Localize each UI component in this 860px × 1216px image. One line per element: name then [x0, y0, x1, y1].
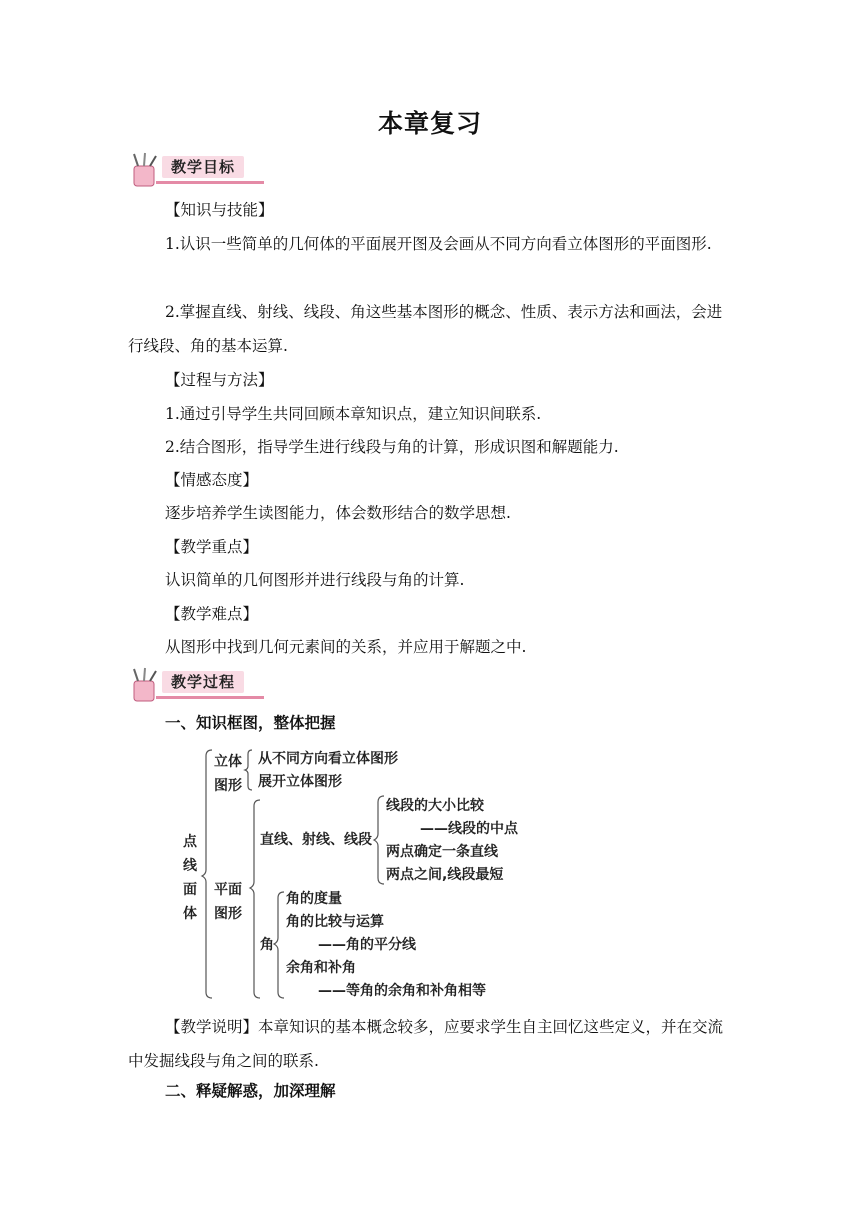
- diagram-plane: 平面图形: [214, 882, 242, 922]
- heading-knowledge: 【知识与技能】: [165, 201, 274, 219]
- diagram-line-item: 两点之间,线段最短: [386, 867, 504, 883]
- heading-difficulties: 【教学难点】: [165, 605, 259, 623]
- note-label: 【教学说明】: [165, 1018, 259, 1036]
- diagram-line-item: 两点确定一条直线: [386, 844, 498, 860]
- diagram-angle-item: ——角的平分线: [318, 937, 416, 953]
- banner-label: 教学过程: [162, 671, 244, 693]
- section-banner-goals: [128, 152, 264, 188]
- diagram-line-item: 线段的大小比较: [386, 798, 484, 814]
- paragraph-attitude: 逐步培养学生读图能力，体会数形结合的数学思想.: [165, 504, 511, 522]
- heading-attitude: 【情感态度】: [165, 471, 259, 489]
- diagram-solid: 立体图形: [214, 754, 242, 794]
- paragraph-difficulties: 从图形中找到几何元素间的关系，并应用于解题之中.: [165, 638, 527, 656]
- paragraph-process-1: 1.通过引导学生共同回顾本章知识点，建立知识间联系.: [165, 405, 542, 423]
- note-text: 本章知识的基本概念较多，应要求学生自主回忆这些定义，并在交流中发掘线段与角之间的联系.: [128, 1018, 724, 1070]
- knowledge-diagram: [170, 742, 590, 1007]
- diagram-angle-item: 角的度量: [286, 891, 342, 907]
- section-banner-process: [128, 667, 264, 703]
- heading-key-points: 【教学重点】: [165, 538, 259, 556]
- part2-heading: 二、释疑解惑，加深理解: [165, 1082, 336, 1100]
- paragraph-process-2: 2.结合图形，指导学生进行线段与角的计算，形成识图和解题能力.: [165, 438, 619, 456]
- diagram-angle: 角: [260, 937, 274, 953]
- diagram-solid-item: 展开立体图形: [258, 774, 342, 790]
- diagram-angle-item: 余角和补角: [286, 960, 356, 976]
- diagram-root: 点线面体: [183, 834, 197, 922]
- page-title: 本章复习: [377, 109, 482, 138]
- paragraph-key-points: 认识简单的几何图形并进行线段与角的计算.: [165, 571, 465, 589]
- diagram-angle-item: ——等角的余角和补角相等: [318, 983, 486, 999]
- part1-heading: 一、知识框图，整体把握: [165, 714, 336, 732]
- diagram-angle-item: 角的比较与运算: [286, 914, 384, 930]
- teaching-note: [128, 1010, 732, 1078]
- heading-process: 【过程与方法】: [165, 371, 274, 389]
- diagram-line-item: ——线段的中点: [420, 821, 518, 837]
- banner-label: 教学目标: [162, 156, 244, 178]
- paragraph-knowledge-1: 1.认识一些简单的几何体的平面展开图及会画从不同方向看立体图形的平面图形.: [165, 235, 712, 253]
- paragraph-knowledge-2: 2.掌握直线、射线、线段、角这些基本图形的概念、性质、表示方法和画法，会进行线段、角的基本运算.: [128, 303, 723, 355]
- diagram-lines: 直线、射线、线段: [260, 832, 372, 848]
- diagram-solid-item: 从不同方向看立体图形: [258, 751, 398, 767]
